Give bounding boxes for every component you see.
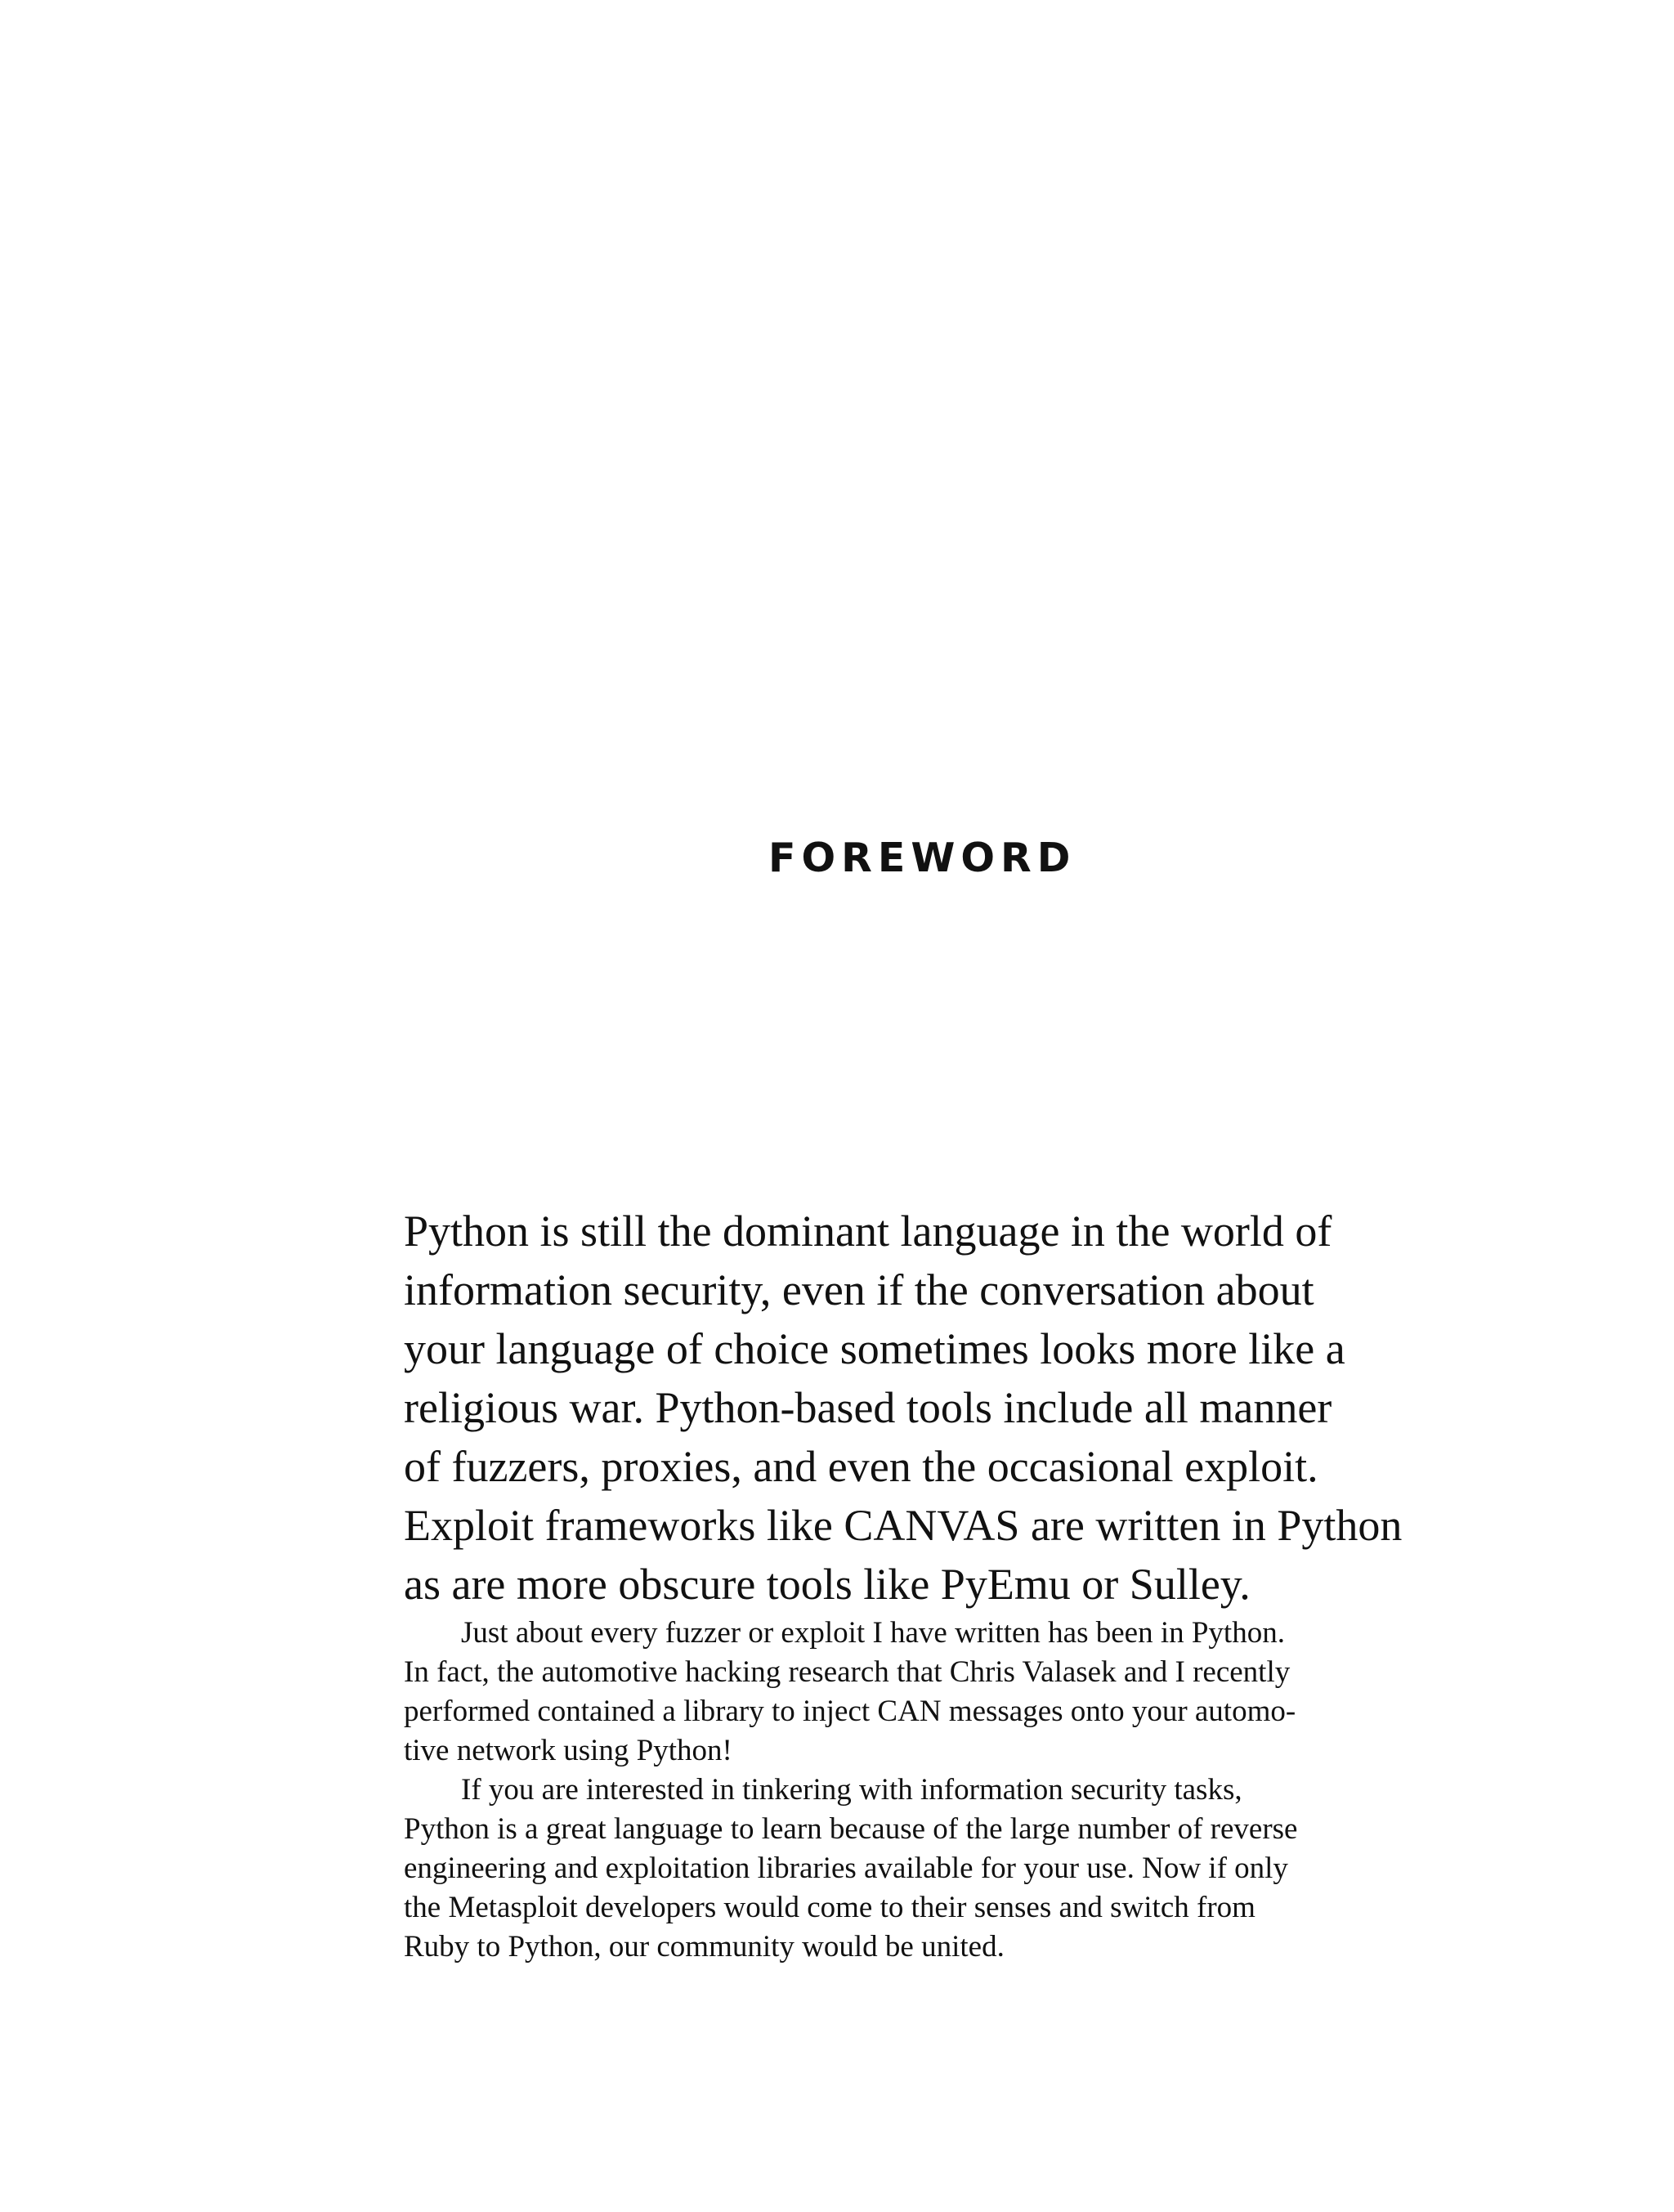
- chapter-title: FOREWORD: [768, 835, 1076, 881]
- paragraph-line: Python is a great language to learn because of the large number of reverse: [404, 1812, 1298, 1846]
- foreword-body: [404, 1202, 1499, 1967]
- lead-line: your language of choice sometimes looks more like a: [404, 1324, 1345, 1373]
- paragraph-line: Just about every fuzzer or exploit I have written has been in Python.: [461, 1616, 1285, 1650]
- paragraph-line: If you are interested in tinkering with information security tasks,: [461, 1773, 1242, 1807]
- lead-line: of fuzzers, proxies, and even the occasional exploit.: [404, 1442, 1318, 1491]
- paragraph-line: In fact, the automotive hacking research that Chris Valasek and I recently: [404, 1655, 1291, 1689]
- lead-line: information security, even if the conversation about: [404, 1265, 1314, 1314]
- lead-line: religious war. Python-based tools include all manner: [404, 1383, 1332, 1432]
- paragraph-line: performed contained a library to inject CAN messages onto your automo-: [404, 1695, 1296, 1728]
- lead-line: Exploit frameworks like CANVAS are written in Python: [404, 1501, 1403, 1550]
- paragraph-line: engineering and exploitation libraries available for your use. Now if only: [404, 1852, 1288, 1885]
- lead-paragraph: [404, 1202, 1499, 1614]
- lead-line: as are more obscure tools like PyEmu or Sulley.: [404, 1560, 1251, 1609]
- body-paragraph-2: [404, 1771, 1499, 1967]
- paragraph-line: tive network using Python!: [404, 1734, 732, 1767]
- paragraph-line: Ruby to Python, our community would be united.: [404, 1930, 1005, 1963]
- paragraph-line: the Metasploit developers would come to their senses and switch from: [404, 1891, 1256, 1924]
- body-paragraph-1: [404, 1614, 1499, 1771]
- lead-line: Python is still the dominant language in the world of: [404, 1207, 1332, 1256]
